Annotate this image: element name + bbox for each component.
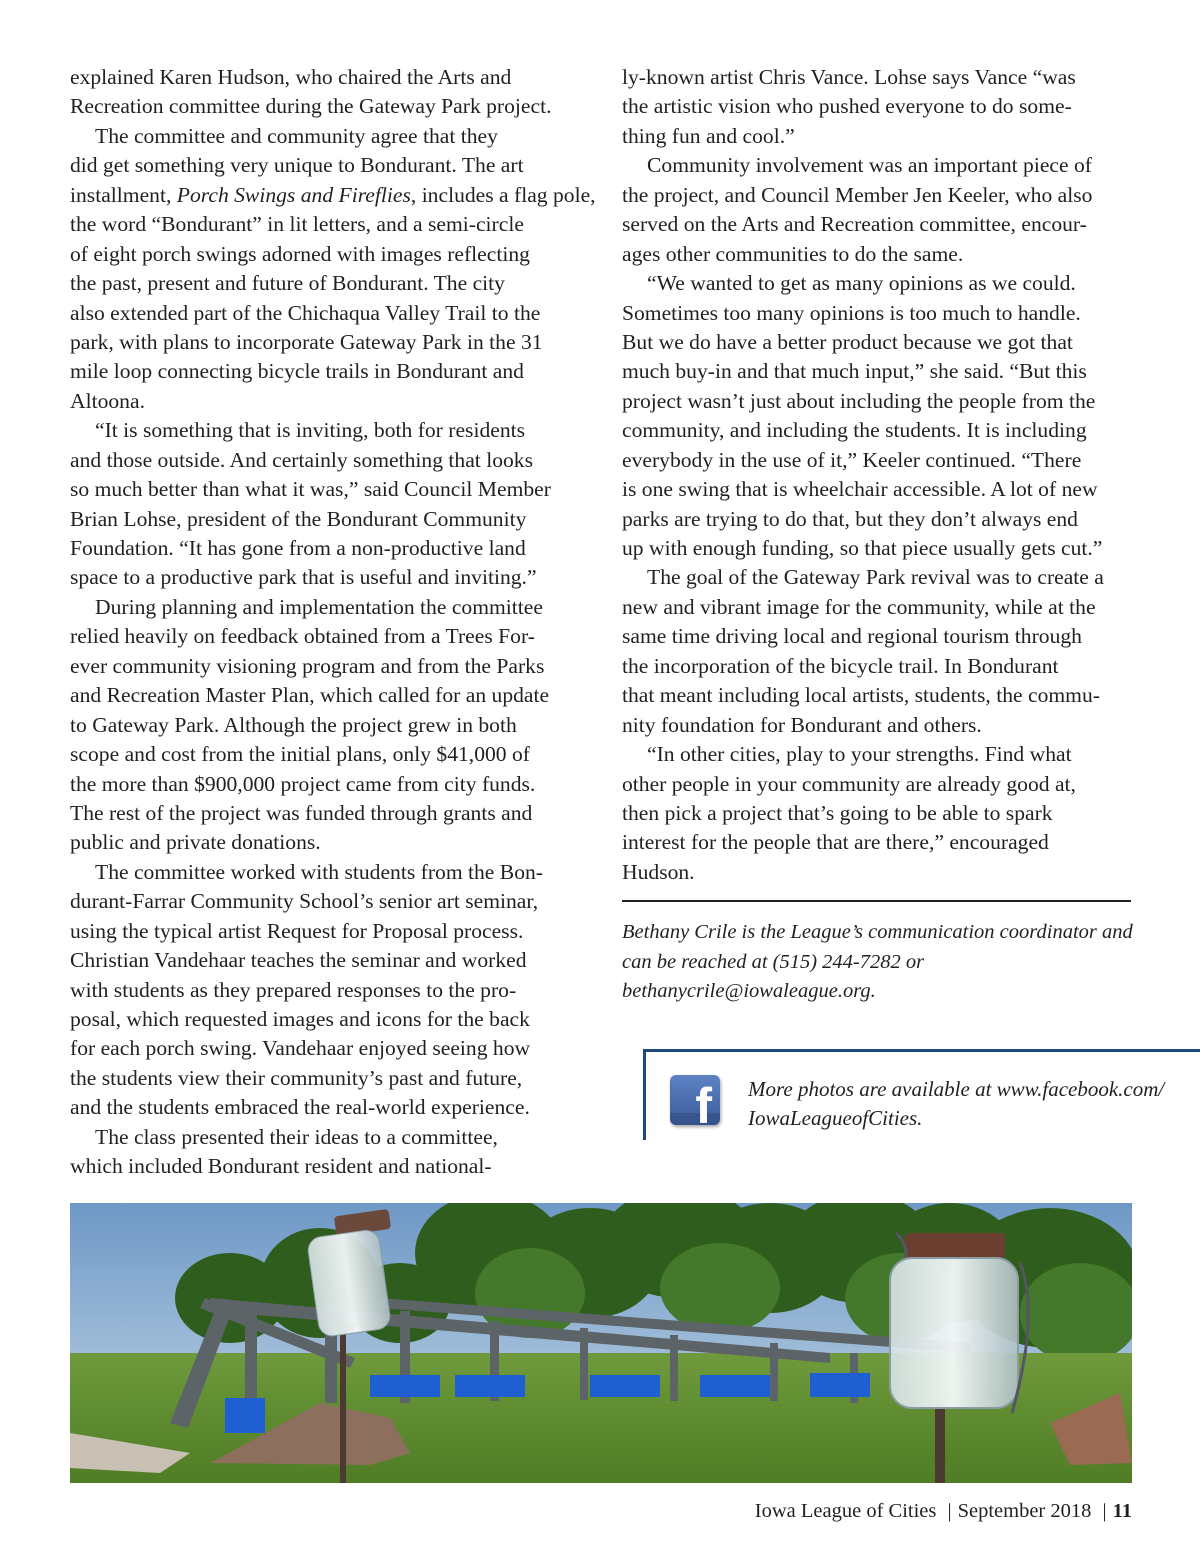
publication-name: Iowa League of Cities xyxy=(754,1500,937,1522)
article-line: Christian Vandehaar teaches the seminar and worked xyxy=(70,948,527,973)
article-line: The committee worked with students from the Bon- xyxy=(95,859,543,884)
article-line: same time driving local and regional tourism through xyxy=(622,624,1082,649)
author-email[interactable]: bethanycrile@iowaleague.org. xyxy=(622,980,876,1002)
article-line: community, and including the students. It is including xyxy=(622,418,1087,443)
article-line: so much better than what it was,” said Council Member xyxy=(70,477,551,502)
article-line: did get something very unique to Bondurant. The art xyxy=(70,153,524,178)
article-column-right xyxy=(622,63,1142,887)
article-line: of eight porch swings adorned with images reflecting xyxy=(70,241,530,266)
article-line: the word “Bondurant” in lit letters, and a semi-circle xyxy=(70,212,524,237)
article-line: park, with plans to incorporate Gateway Park in the 31 xyxy=(70,329,543,354)
article-line: served on the Arts and Recreation committee, encour- xyxy=(622,212,1087,237)
article-line: Community involvement was an important piece of xyxy=(647,153,1092,178)
article-line: The class presented their ideas to a committee, xyxy=(95,1124,498,1149)
article-line: for each porch swing. Vandehaar enjoyed seeing how xyxy=(70,1036,531,1061)
article-line: and the students embraced the real-world experience. xyxy=(70,1095,530,1120)
article-line: that meant including local artists, students, the commu- xyxy=(622,683,1100,708)
article-line: project wasn’t just about including the people from the xyxy=(622,388,1096,413)
article-line: everybody in the use of it,” Keeler continued. “There xyxy=(622,447,1082,472)
article-line: “We wanted to get as many opinions as we could. xyxy=(647,271,1076,296)
facebook-callout-text xyxy=(748,1075,1164,1133)
footer-separator: | xyxy=(947,1500,952,1522)
page-number: 11 xyxy=(1112,1500,1132,1522)
footer-separator: | xyxy=(1102,1500,1107,1522)
article-line: posal, which requested images and icons for the back xyxy=(70,1007,530,1031)
article-line: the artistic vision who pushed everyone to do some- xyxy=(622,94,1072,119)
article-line: thing fun and cool.” xyxy=(622,123,795,148)
article-line: ly-known artist Chris Vance. Lohse says Vance “was xyxy=(622,65,1076,89)
article-line: Recreation committee during the Gateway Park project. xyxy=(70,94,552,119)
page-footer xyxy=(755,1500,1132,1523)
article-line: space to a productive park that is useful and inviting.” xyxy=(70,565,537,590)
article-line: and those outside. And certainly something that looks xyxy=(70,447,533,472)
article-line: nity foundation for Bondurant and others. xyxy=(622,712,982,737)
article-line: Sometimes too many opinions is too much to handle. xyxy=(622,300,1081,325)
article-line: which included Bondurant resident and national- xyxy=(70,1154,492,1179)
article-line: But we do have a better product because we got that xyxy=(622,329,1073,354)
artwork-title: Porch Swings and Fireflies xyxy=(176,182,411,207)
article-line: the past, present and future of Bondurant. The city xyxy=(70,271,505,296)
article-line: ages other communities to do the same. xyxy=(622,241,964,266)
article-line: to Gateway Park. Although the project grew in both xyxy=(70,712,517,737)
park-photo xyxy=(70,1203,1132,1483)
article-line: “In other cities, play to your strengths. Find what xyxy=(647,742,1072,767)
author-bio xyxy=(622,918,1133,1007)
article-line: then pick a project that’s going to be able to spark xyxy=(622,800,1053,825)
facebook-link-line[interactable]: IowaLeagueofCities. xyxy=(748,1106,923,1130)
article-line: installment, Porch Swings and Fireflies, includes a flag pole, xyxy=(70,182,596,207)
article-line: Altoona. xyxy=(70,388,145,413)
article-line: the students view their community’s past and future, xyxy=(70,1065,523,1090)
article-line: “It is something that is inviting, both for residents xyxy=(95,418,526,443)
article-line: ever community visioning program and from the Parks xyxy=(70,653,545,678)
article-line: also extended part of the Chichaqua Valley Trail to the xyxy=(70,300,541,325)
facebook-icon[interactable]: f xyxy=(670,1075,720,1125)
article-line: The goal of the Gateway Park revival was to create a xyxy=(647,565,1104,590)
article-line: The committee and community agree that they xyxy=(95,123,498,148)
article-line: relied heavily on feedback obtained from a Trees For- xyxy=(70,624,535,649)
article-line: scope and cost from the initial plans, only $41,000 of xyxy=(70,742,530,767)
article-line: During planning and implementation the committee xyxy=(95,594,543,619)
article-line: the project, and Council Member Jen Keeler, who also xyxy=(622,182,1093,207)
article-line: parks are trying to do that, but they don’t always end xyxy=(622,506,1078,531)
issue-date: September 2018 xyxy=(957,1500,1092,1522)
article-line: the incorporation of the bicycle trail. In Bondurant xyxy=(622,653,1059,678)
article-line: mile loop connecting bicycle trails in Bondurant and xyxy=(70,359,524,384)
article-column-left xyxy=(70,63,596,1182)
author-bio-line: Bethany Crile is the League’s communication coordinator and xyxy=(622,921,1133,943)
facebook-link-line[interactable]: More photos are available at www.facebook.com/ xyxy=(748,1077,1165,1101)
article-line: public and private donations. xyxy=(70,830,321,855)
author-bio-line: can be reached at (515) 244-7282 or xyxy=(622,950,925,973)
article-line: with students as they prepared responses to the pro- xyxy=(70,977,517,1002)
article-line: The rest of the project was funded through grants and xyxy=(70,800,533,825)
article-line: other people in your community are already good at, xyxy=(622,771,1076,796)
article-line: and Recreation Master Plan, which called for an update xyxy=(70,683,550,708)
article-line: interest for the people that are there,” encouraged xyxy=(622,830,1049,855)
article-line: Brian Lohse, president of the Bondurant Community xyxy=(70,506,527,531)
article-line: up with enough funding, so that piece usually gets cut.” xyxy=(622,536,1103,560)
bio-divider xyxy=(622,900,1131,902)
article-line: durant-Farrar Community School’s senior art seminar, xyxy=(70,889,539,914)
facebook-callout xyxy=(643,1049,1200,1140)
article-line: using the typical artist Request for Proposal process. xyxy=(70,918,524,943)
article-line: Hudson. xyxy=(622,859,695,884)
article-line: Foundation. “It has gone from a non-productive land xyxy=(70,536,526,560)
article-line: much buy-in and that much input,” she said. “But this xyxy=(622,359,1087,384)
article-line: explained Karen Hudson, who chaired the Arts and xyxy=(70,65,512,89)
article-line: is one swing that is wheelchair accessible. A lot of new xyxy=(622,477,1098,502)
article-line: the more than $900,000 project came from city funds. xyxy=(70,771,536,796)
article-line: new and vibrant image for the community, while at the xyxy=(622,594,1096,619)
